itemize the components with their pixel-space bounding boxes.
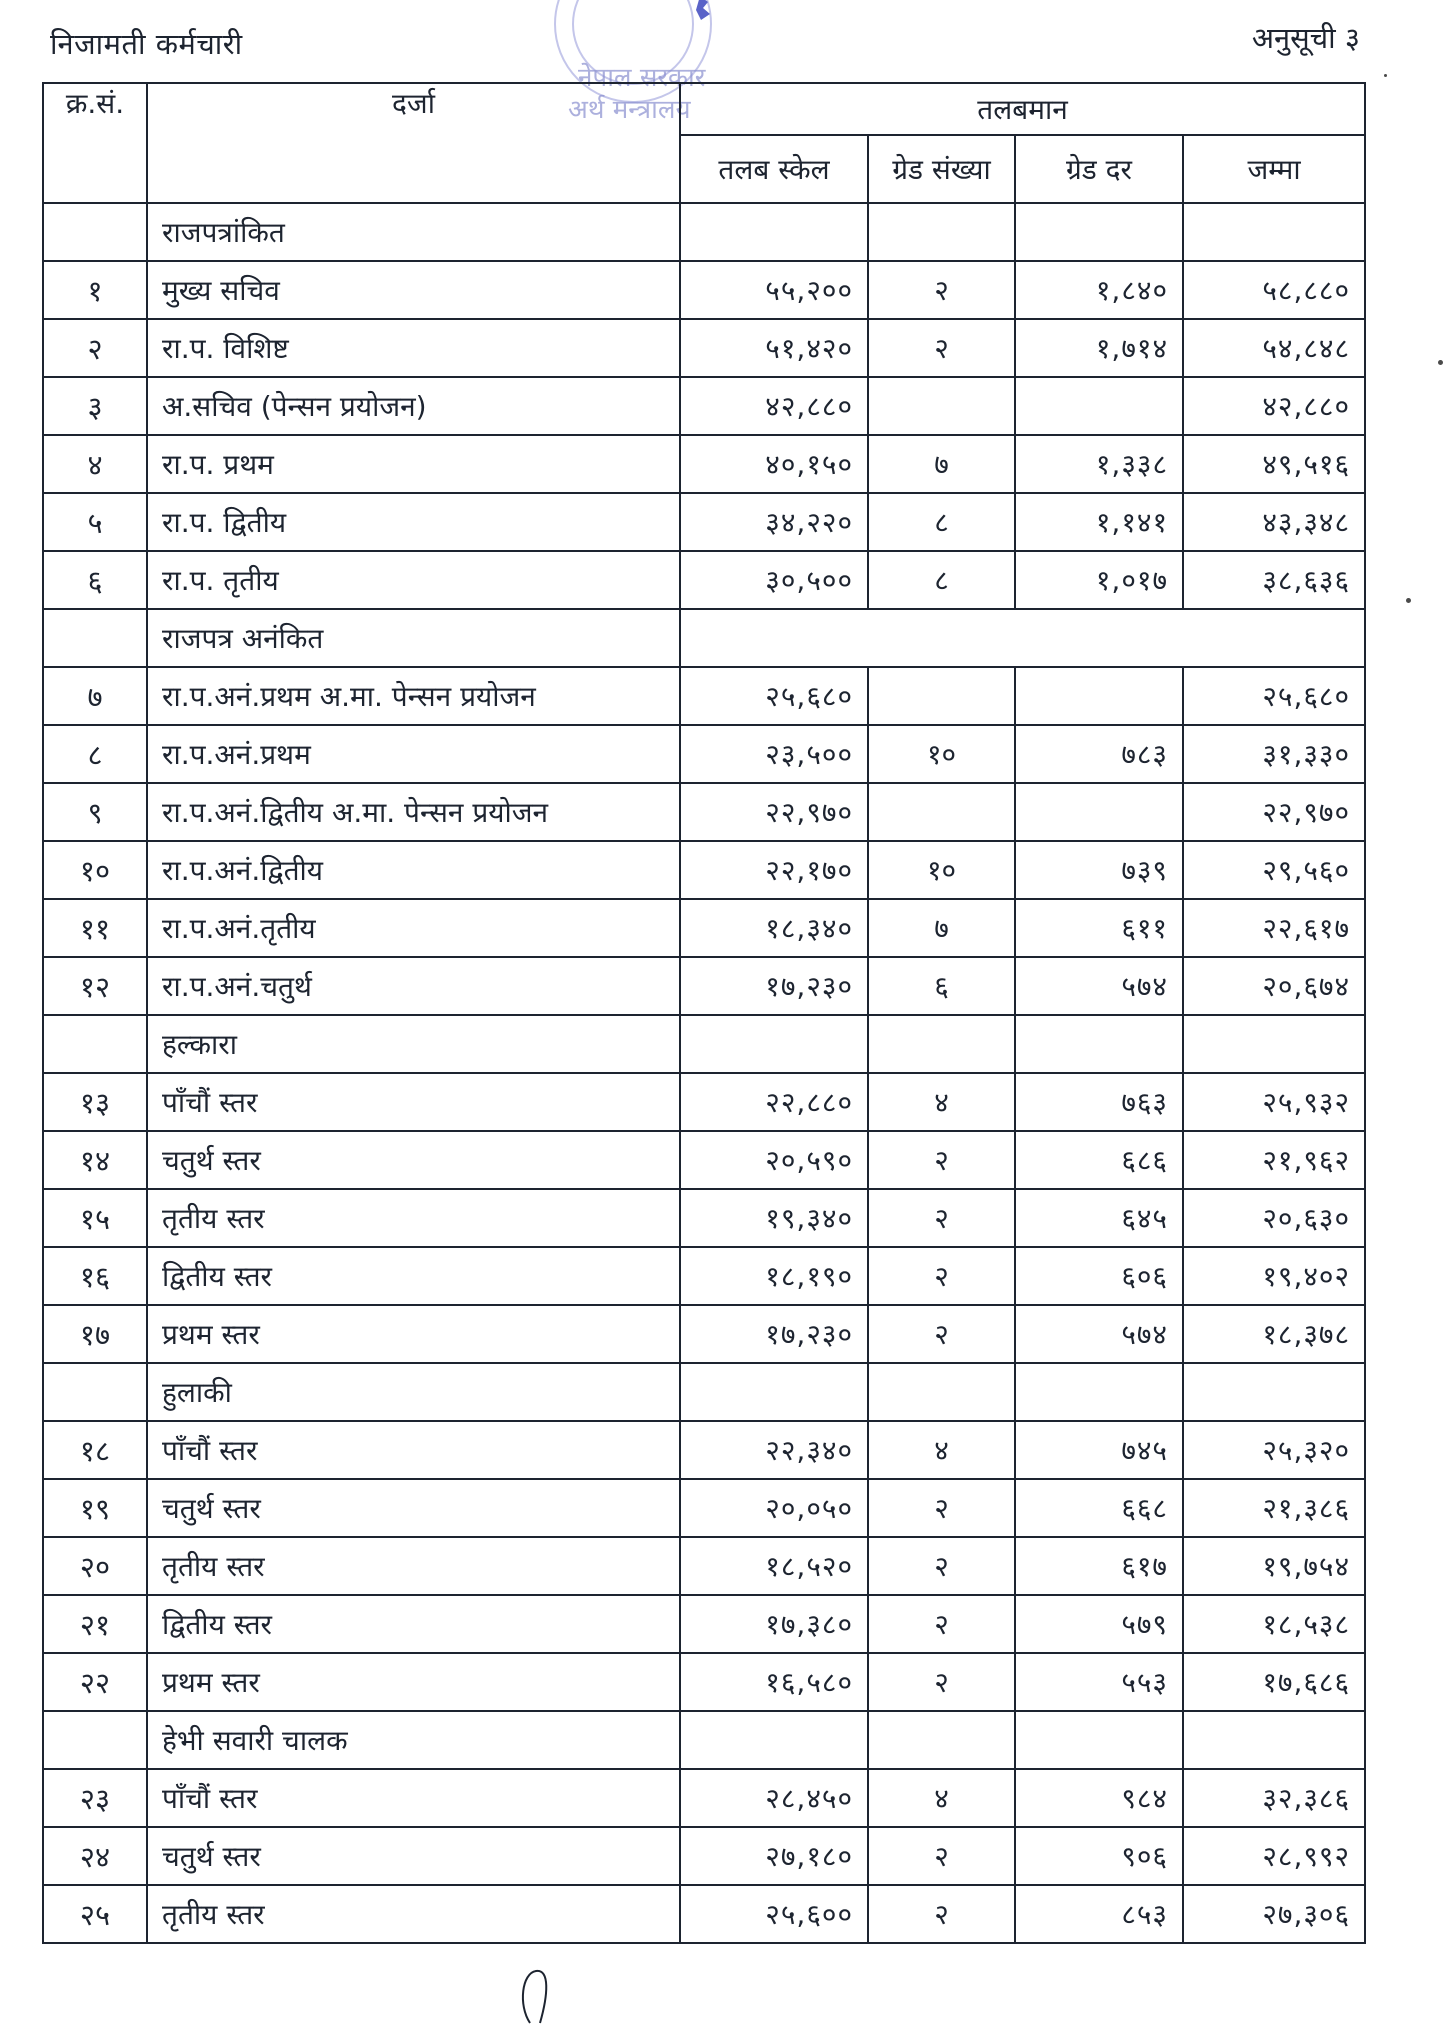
salary-scale: २३,५०० (680, 725, 868, 783)
designation: रा.प.अनं.द्वितीय (147, 841, 680, 899)
table-row (43, 435, 1365, 493)
category-name: राजपत्रांकित (147, 203, 680, 261)
table-row (43, 783, 1365, 841)
total-salary: २१,९६२ (1183, 1131, 1365, 1189)
grade-rate: ७३९ (1015, 841, 1183, 899)
designation: चतुर्थ स्तर (147, 1479, 680, 1537)
schedule-label: अनुसूची ३ (1251, 21, 1360, 55)
table-row (43, 899, 1365, 957)
designation: तृतीय स्तर (147, 1189, 680, 1247)
serial-number: १ (43, 261, 147, 319)
designation: चतुर्थ स्तर (147, 1827, 680, 1885)
total-salary: ५४,८४८ (1183, 319, 1365, 377)
designation: पाँचौं स्तर (147, 1769, 680, 1827)
serial-number: २५ (43, 1885, 147, 1943)
grade-rate: ६६८ (1015, 1479, 1183, 1537)
designation: रा.प.अनं.तृतीय (147, 899, 680, 957)
category-row (43, 609, 1365, 667)
category-empty-cell (1183, 203, 1365, 261)
designation: तृतीय स्तर (147, 1885, 680, 1943)
category-row (43, 1015, 1365, 1073)
category-empty-cell (1015, 203, 1183, 261)
salary-scale: २७,१८० (680, 1827, 868, 1885)
category-empty-cell (1015, 1015, 1183, 1073)
total-salary: ३२,३८६ (1183, 1769, 1365, 1827)
total-salary: १९,४०२ (1183, 1247, 1365, 1305)
total-salary: १९,७५४ (1183, 1537, 1365, 1595)
salary-scale: २२,३४० (680, 1421, 868, 1479)
serial-number: २४ (43, 1827, 147, 1885)
designation: चतुर्थ स्तर (147, 1131, 680, 1189)
total-salary: ३८,६३६ (1183, 551, 1365, 609)
category-empty-cell (680, 203, 868, 261)
table-row (43, 667, 1365, 725)
salary-scale: २२,१७० (680, 841, 868, 899)
serial-number: ६ (43, 551, 147, 609)
grade-count (868, 783, 1015, 841)
category-empty-cell (680, 1363, 868, 1421)
grade-count (868, 377, 1015, 435)
category-row (43, 1363, 1365, 1421)
designation: रा.प.अनं.प्रथम (147, 725, 680, 783)
salary-scale: ४२,८८० (680, 377, 868, 435)
total-salary: १८,३७८ (1183, 1305, 1365, 1363)
designation: रा.प. द्वितीय (147, 493, 680, 551)
total-salary: ४९,५१६ (1183, 435, 1365, 493)
salary-scale: १७,२३० (680, 1305, 868, 1363)
grade-count: २ (868, 1537, 1015, 1595)
serial-number: २ (43, 319, 147, 377)
salary-scale: ४०,१५० (680, 435, 868, 493)
designation: प्रथम स्तर (147, 1305, 680, 1363)
salary-scale: १८,१९० (680, 1247, 868, 1305)
total-salary: ४२,८८० (1183, 377, 1365, 435)
grade-rate: ६०६ (1015, 1247, 1183, 1305)
grade-count: १० (868, 725, 1015, 783)
serial-number: १० (43, 841, 147, 899)
total-salary: २०,६७४ (1183, 957, 1365, 1015)
category-name: हेभी सवारी चालक (147, 1711, 680, 1769)
grade-count: २ (868, 1479, 1015, 1537)
table-row (43, 1769, 1365, 1827)
grade-rate (1015, 783, 1183, 841)
total-salary: २५,६८० (1183, 667, 1365, 725)
table-row (43, 1653, 1365, 1711)
table-row (43, 493, 1365, 551)
total-salary: २२,९७० (1183, 783, 1365, 841)
grade-rate: ७४५ (1015, 1421, 1183, 1479)
salary-scale: २५,६८० (680, 667, 868, 725)
serial-number: २१ (43, 1595, 147, 1653)
grade-rate: ६४५ (1015, 1189, 1183, 1247)
scale-header: तलब स्केल (680, 135, 868, 203)
designation: रा.प.अनं.चतुर्थ (147, 957, 680, 1015)
grade-rate: ८५३ (1015, 1885, 1183, 1943)
grade-rate: १,३३८ (1015, 435, 1183, 493)
svg-text:अर्थ मन्त्रालय: अर्थ मन्त्रालय (568, 95, 691, 125)
designation: तृतीय स्तर (147, 1537, 680, 1595)
salary-scale: २०,५९० (680, 1131, 868, 1189)
grade-count-header: ग्रेड संख्या (868, 135, 1015, 203)
total-salary: २२,६१७ (1183, 899, 1365, 957)
designation: मुख्य सचिव (147, 261, 680, 319)
table-row (43, 841, 1365, 899)
table-row (43, 957, 1365, 1015)
grade-rate: ५७४ (1015, 1305, 1183, 1363)
grade-count: २ (868, 1885, 1015, 1943)
table-row (43, 1189, 1365, 1247)
grade-count: १० (868, 841, 1015, 899)
serial-number: १४ (43, 1131, 147, 1189)
total-salary: २१,३८६ (1183, 1479, 1365, 1537)
designation: द्वितीय स्तर (147, 1247, 680, 1305)
salary-scale: ३४,२२० (680, 493, 868, 551)
grade-rate: ७८३ (1015, 725, 1183, 783)
grade-rate: १,८४० (1015, 261, 1183, 319)
grade-rate: ५७४ (1015, 957, 1183, 1015)
serial-number: २२ (43, 1653, 147, 1711)
category-empty-cell (680, 609, 1365, 667)
grade-rate (1015, 377, 1183, 435)
grade-rate: १,०१७ (1015, 551, 1183, 609)
grade-count: ६ (868, 957, 1015, 1015)
grade-count: २ (868, 1653, 1015, 1711)
total-salary: २५,३२० (1183, 1421, 1365, 1479)
page-title: निजामती कर्मचारी (50, 27, 243, 61)
serial-number: १६ (43, 1247, 147, 1305)
total-header: जम्मा (1183, 135, 1365, 203)
grade-count: ४ (868, 1073, 1015, 1131)
category-empty-cell (1183, 1015, 1365, 1073)
table-row (43, 1247, 1365, 1305)
grade-rate: १,७१४ (1015, 319, 1183, 377)
salary-scale: २५,६०० (680, 1885, 868, 1943)
designation: रा.प. विशिष्ट (147, 319, 680, 377)
serial-number: ५ (43, 493, 147, 551)
sn-header: क्र.सं. (43, 83, 147, 203)
category-sn-cell (43, 609, 147, 667)
serial-number: २० (43, 1537, 147, 1595)
category-empty-cell (1183, 1363, 1365, 1421)
grade-count: २ (868, 1827, 1015, 1885)
grade-count: ७ (868, 435, 1015, 493)
serial-number: १२ (43, 957, 147, 1015)
serial-number: १८ (43, 1421, 147, 1479)
serial-number: १९ (43, 1479, 147, 1537)
grade-rate: ६१७ (1015, 1537, 1183, 1595)
category-name: हल्कारा (147, 1015, 680, 1073)
grade-count: ८ (868, 551, 1015, 609)
grade-rate (1015, 667, 1183, 725)
designation: रा.प. तृतीय (147, 551, 680, 609)
grade-count: ४ (868, 1769, 1015, 1827)
serial-number: ७ (43, 667, 147, 725)
table-body (43, 203, 1365, 1943)
svg-text:नेपाल सरकार: नेपाल सरकार (578, 63, 706, 93)
designation: रा.प.अनं.प्रथम अ.मा. पेन्सन प्रयोजन (147, 667, 680, 725)
category-row (43, 203, 1365, 261)
designation: रा.प.अनं.द्वितीय अ.मा. पेन्सन प्रयोजन (147, 783, 680, 841)
salary-scale: १८,५२० (680, 1537, 868, 1595)
grade-rate-header: ग्रेड दर (1015, 135, 1183, 203)
serial-number: १३ (43, 1073, 147, 1131)
grade-count: २ (868, 1189, 1015, 1247)
category-sn-cell (43, 203, 147, 261)
total-salary: २५,९३२ (1183, 1073, 1365, 1131)
serial-number: ९ (43, 783, 147, 841)
scan-speck (1406, 598, 1411, 603)
salary-scale: १७,३८० (680, 1595, 868, 1653)
total-salary: १८,५३८ (1183, 1595, 1365, 1653)
scan-speck (1384, 74, 1387, 77)
table-row (43, 1305, 1365, 1363)
total-salary: २९,५६० (1183, 841, 1365, 899)
category-row (43, 1711, 1365, 1769)
table-row (43, 1073, 1365, 1131)
grade-count: २ (868, 1305, 1015, 1363)
salary-scale: २८,४५० (680, 1769, 868, 1827)
category-name: हुलाकी (147, 1363, 680, 1421)
total-salary: १७,६८६ (1183, 1653, 1365, 1711)
salary-scale: ३०,५०० (680, 551, 868, 609)
salary-group-header: तलबमान (680, 83, 1365, 135)
table-row (43, 551, 1365, 609)
designation: रा.प. प्रथम (147, 435, 680, 493)
serial-number: ११ (43, 899, 147, 957)
salary-scale: १८,३४० (680, 899, 868, 957)
category-sn-cell (43, 1711, 147, 1769)
grade-count: ८ (868, 493, 1015, 551)
category-empty-cell (680, 1711, 868, 1769)
table-row (43, 1421, 1365, 1479)
serial-number: ८ (43, 725, 147, 783)
serial-number: २३ (43, 1769, 147, 1827)
category-empty-cell (1015, 1711, 1183, 1769)
designation: प्रथम स्तर (147, 1653, 680, 1711)
salary-scale: २०,०५० (680, 1479, 868, 1537)
grade-count: ७ (868, 899, 1015, 957)
category-empty-cell (868, 1711, 1015, 1769)
grade-count: ४ (868, 1421, 1015, 1479)
serial-number: ३ (43, 377, 147, 435)
table-row (43, 377, 1365, 435)
salary-scale: ५५,२०० (680, 261, 868, 319)
category-name: राजपत्र अनंकित (147, 609, 680, 667)
grade-count: २ (868, 1131, 1015, 1189)
grade-rate: ५७९ (1015, 1595, 1183, 1653)
designation: पाँचौं स्तर (147, 1421, 680, 1479)
salary-scale: १७,२३० (680, 957, 868, 1015)
grade-count (868, 667, 1015, 725)
salary-scale: २२,९७० (680, 783, 868, 841)
scan-speck (1438, 360, 1443, 365)
grade-count: २ (868, 1247, 1015, 1305)
grade-rate: ५५३ (1015, 1653, 1183, 1711)
total-salary: ४३,३४८ (1183, 493, 1365, 551)
total-salary: २०,६३० (1183, 1189, 1365, 1247)
table-row (43, 1827, 1365, 1885)
designation: द्वितीय स्तर (147, 1595, 680, 1653)
designation: पाँचौं स्तर (147, 1073, 680, 1131)
grade-rate: ७६३ (1015, 1073, 1183, 1131)
table-row (43, 725, 1365, 783)
category-empty-cell (868, 1015, 1015, 1073)
table-row (43, 1479, 1365, 1537)
table-row (43, 261, 1365, 319)
category-empty-cell (1183, 1711, 1365, 1769)
category-sn-cell (43, 1363, 147, 1421)
salary-scale: १९,३४० (680, 1189, 868, 1247)
category-empty-cell (868, 1363, 1015, 1421)
table-row (43, 319, 1365, 377)
category-empty-cell (680, 1015, 868, 1073)
serial-number: १५ (43, 1189, 147, 1247)
salary-scale: २२,८८० (680, 1073, 868, 1131)
grade-rate: ९८४ (1015, 1769, 1183, 1827)
table-row (43, 1595, 1365, 1653)
salary-scale: १६,५८० (680, 1653, 868, 1711)
table-row (43, 1131, 1365, 1189)
category-sn-cell (43, 1015, 147, 1073)
serial-number: १७ (43, 1305, 147, 1363)
total-salary: ३१,३३० (1183, 725, 1365, 783)
table-row (43, 1537, 1365, 1595)
grade-rate: १,१४१ (1015, 493, 1183, 551)
total-salary: २७,३०६ (1183, 1885, 1365, 1943)
serial-number: ४ (43, 435, 147, 493)
grade-count: २ (868, 1595, 1015, 1653)
grade-rate: ६८६ (1015, 1131, 1183, 1189)
total-salary: ५८,८८० (1183, 261, 1365, 319)
salary-scale: ५१,४२० (680, 319, 868, 377)
signature-mark (510, 1965, 570, 2025)
table-row (43, 1885, 1365, 1943)
category-empty-cell (868, 203, 1015, 261)
designation: अ.सचिव (पेन्सन प्रयोजन) (147, 377, 680, 435)
grade-count: २ (868, 261, 1015, 319)
salary-table (42, 82, 1366, 1944)
total-salary: २८,९९२ (1183, 1827, 1365, 1885)
grade-rate: ९०६ (1015, 1827, 1183, 1885)
grade-rate: ६११ (1015, 899, 1183, 957)
grade-count: २ (868, 319, 1015, 377)
designation-header: दर्जा (147, 83, 680, 203)
category-empty-cell (1015, 1363, 1183, 1421)
